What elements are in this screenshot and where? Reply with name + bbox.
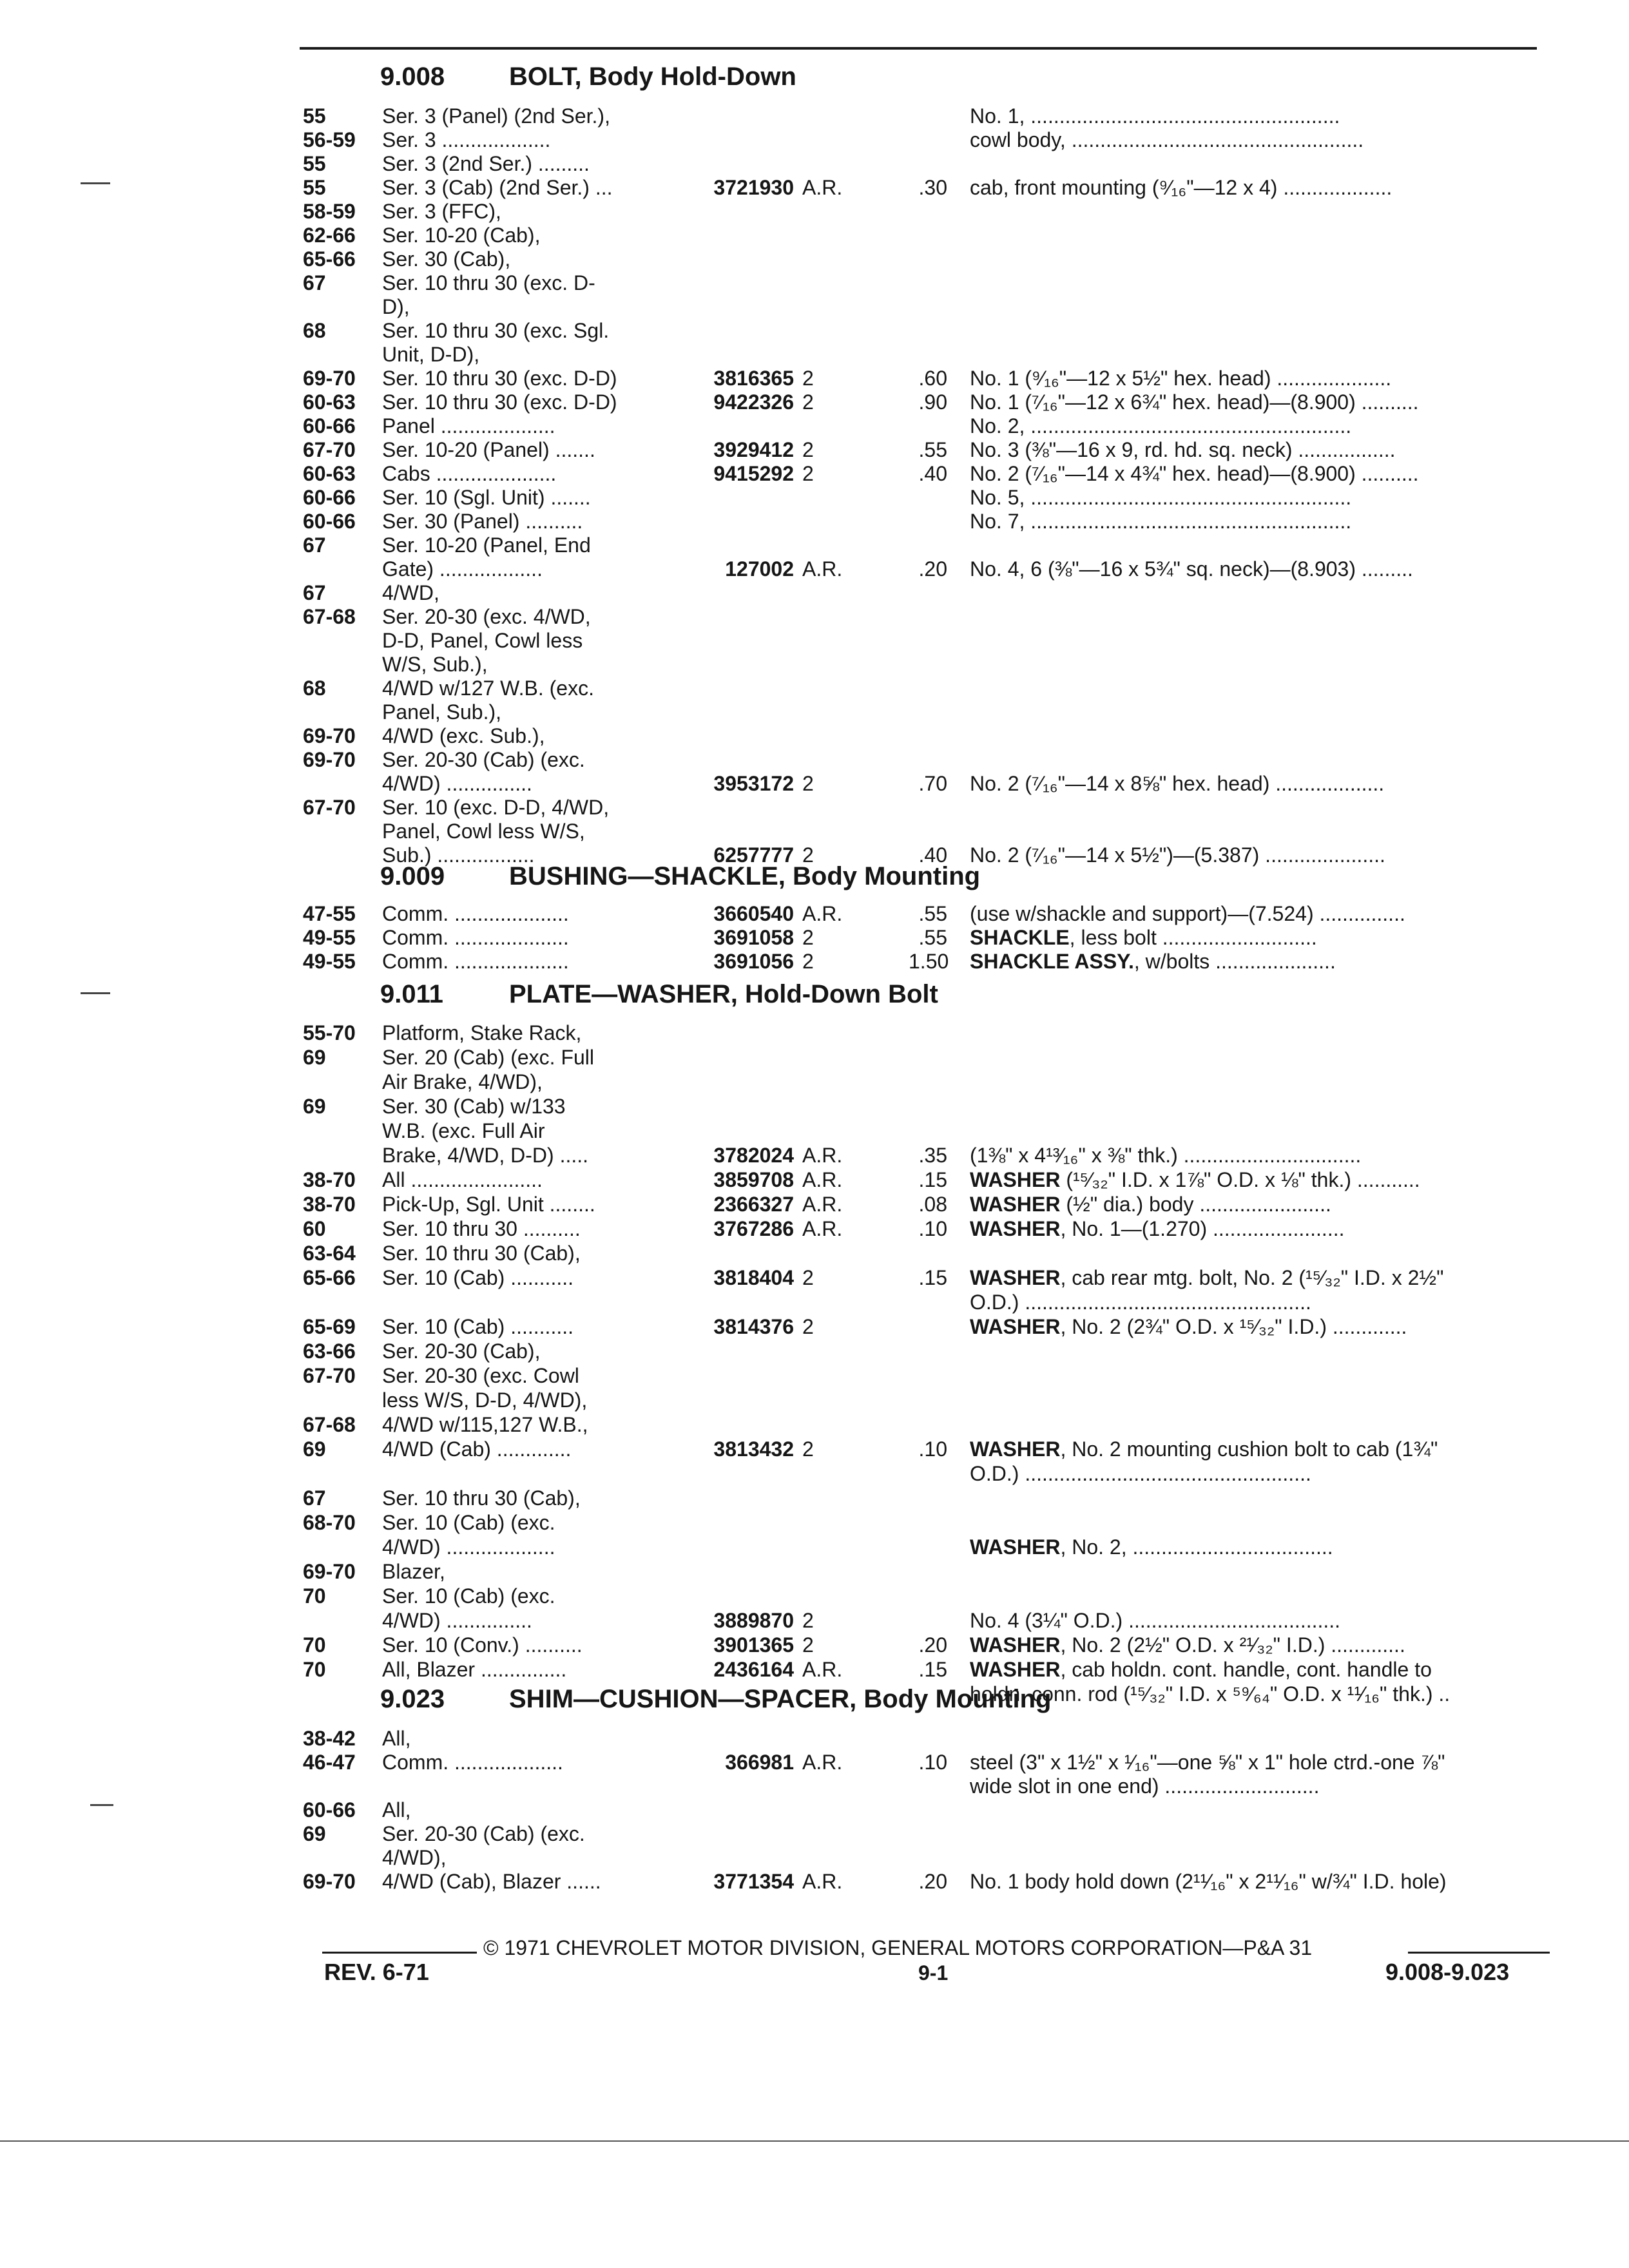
model-year: 46-47 [303,1751,356,1774]
model-year: 55 [303,152,326,175]
list-price: .60 [918,367,947,390]
section-heading [0,980,1629,1012]
application-description: 4/WD) ................... [382,1535,555,1559]
list-price: .70 [918,772,947,795]
application-description: Ser. 10 (exc. D-D, 4/WD, [382,796,610,819]
part-description: No. 7, ........................................................ [970,510,1352,533]
application-description: Gate) .................. [382,557,543,581]
list-price: .10 [918,1217,947,1240]
quantity: A.R. [802,1751,843,1774]
list-price: .15 [918,1658,947,1681]
part-description: wide slot in one end) ........................... [970,1774,1320,1798]
application-description: Ser. 10 (Cab) ........... [382,1266,574,1289]
application-description: Ser. 20-30 (exc. Cowl [382,1364,579,1387]
section-heading [0,862,1629,894]
model-year: 60-66 [303,1798,356,1821]
application-description: Panel, Sub.), [382,700,501,724]
model-year: 69-70 [303,724,356,747]
quantity: A.R. [802,1217,843,1240]
model-year: 49-55 [303,950,356,973]
list-price: .15 [918,1266,947,1289]
part-description: SHACKLE, less bolt ........................... [970,926,1317,949]
quantity: 2 [802,438,814,461]
part-description: No. 4, 6 (⅜"—16 x 5¾" sq. neck)—(8.903) ......... [970,557,1413,581]
application-description: Pick-Up, Sgl. Unit ........ [382,1193,595,1216]
application-description: Ser. 20-30 (Cab), [382,1340,541,1363]
list-price: .40 [918,843,947,867]
application-description: 4/WD (exc. Sub.), [382,724,545,747]
part-description: holdn. conn. rod (¹⁵⁄₃₂" I.D. x ⁵⁹⁄₆₄" O.D. x ¹¹⁄₁₆" thk.) .. [970,1682,1451,1706]
quantity: 2 [802,950,814,973]
model-year: 63-66 [303,1340,356,1363]
quantity: A.R. [802,1144,843,1167]
model-year: 68 [303,319,326,342]
part-number: 2366327 [713,1193,794,1216]
application-description: Ser. 10-20 (Panel, End [382,533,591,557]
model-year: 65-69 [303,1315,356,1338]
quantity: 2 [802,390,814,414]
list-price: .10 [918,1751,947,1774]
top-rule [300,47,1537,50]
part-number: 3767286 [713,1217,794,1240]
list-price: .40 [918,462,947,485]
application-description: Ser. 3 (2nd Ser.) ......... [382,152,590,175]
footer-rule-left [322,1952,477,1954]
model-year: 69-70 [303,1870,356,1893]
application-description: Ser. 10 (Conv.) .......... [382,1633,583,1657]
copyright-text: © 1971 CHEVROLET MOTOR DIVISION, GENERAL MOTORS CORPORATION—P&A 31 [483,1936,1313,1959]
application-description: 4/WD w/115,127 W.B., [382,1413,588,1436]
part-description: WASHER, No. 2 (2¾" O.D. x ¹⁵⁄₃₂" I.D.) ............. [970,1315,1407,1338]
list-price: .20 [918,1870,947,1893]
section-title: BUSHING—SHACKLE, Body Mounting [509,862,981,890]
part-number: 9422326 [713,390,794,414]
model-year: 58-59 [303,200,356,223]
section-range: 9.008-9.023 [1385,1959,1510,1985]
part-number: 3771354 [713,1870,794,1893]
model-year: 60-66 [303,510,356,533]
application-description: Ser. 10 thru 30 (exc. D-D) [382,367,617,390]
application-description: Ser. 20-30 (Cab) (exc. [382,1822,585,1845]
page-number: 9-1 [918,1961,949,1984]
footer-rule-right [1408,1952,1550,1954]
application-description: Panel .................... [382,414,555,437]
quantity: 2 [802,367,814,390]
part-number: 9415292 [713,462,794,485]
part-description: WASHER, No. 2 mounting cushion bolt to cab (1¾" [970,1437,1438,1461]
part-number: 3818404 [713,1266,794,1289]
model-year: 69-70 [303,1560,356,1583]
model-year: 67 [303,533,326,557]
application-description: Panel, Cowl less W/S, [382,820,585,843]
parts-row [0,1870,1629,1898]
application-description: Ser. 10 (Sgl. Unit) ....... [382,486,591,509]
list-price: .08 [918,1193,947,1216]
model-year: 60-66 [303,486,356,509]
part-number: 3721930 [713,176,794,199]
part-description: WASHER, cab rear mtg. bolt, No. 2 (¹⁵⁄₃₂" I.D. x 2½" [970,1266,1444,1289]
quantity: A.R. [802,176,843,199]
part-description: No. 5, ........................................................ [970,486,1352,509]
part-description: No. 1 (⁹⁄₁₆"—12 x 5½" hex. head) .................... [970,367,1392,390]
section-number: 9.009 [380,862,445,890]
application-description: Cabs ..................... [382,462,557,485]
model-year: 69 [303,1046,326,1069]
model-year: 62-66 [303,224,356,247]
part-description: WASHER, No. 2 (2½" O.D. x ²¹⁄₃₂" I.D.) ............. [970,1633,1405,1657]
application-description: Air Brake, 4/WD), [382,1070,543,1093]
part-number: 6257777 [713,843,794,867]
part-description: WASHER, cab holdn. cont. handle, cont. handle to [970,1658,1432,1681]
section-number: 9.011 [380,980,443,1008]
part-number: 3929412 [713,438,794,461]
model-year: 60-63 [303,390,356,414]
part-number: 366981 [725,1751,794,1774]
part-description: O.D.) .................................................. [970,1291,1311,1314]
part-number: 3816365 [713,367,794,390]
model-year: 68 [303,677,326,700]
model-year: 67 [303,271,326,294]
model-year: 60 [303,1217,326,1240]
part-number: 3901365 [713,1633,794,1657]
part-number: 3782024 [713,1144,794,1167]
part-number: 3660540 [713,902,794,925]
application-description: Ser. 20-30 (exc. 4/WD, [382,605,591,628]
quantity: 2 [802,926,814,949]
model-year: 38-70 [303,1168,356,1191]
revision-label: REV. 6-71 [324,1959,429,1985]
section-title: BOLT, Body Hold-Down [509,62,796,91]
application-description: All, [382,1727,411,1750]
quantity: A.R. [802,1193,843,1216]
application-description: Ser. 20-30 (Cab) (exc. [382,748,585,771]
list-price: .35 [918,1144,947,1167]
application-description: less W/S, D-D, 4/WD), [382,1389,588,1412]
list-price: .55 [918,438,947,461]
part-description: (1⅜" x 4¹³⁄₁₆" x ⅜" thk.) ............................... [970,1144,1362,1167]
part-number: 3889870 [713,1609,794,1632]
list-price: .90 [918,390,947,414]
application-description: Ser. 10 thru 30 (exc. D- [382,271,595,294]
part-description: WASHER, No. 1—(1.270) ....................... [970,1217,1345,1240]
application-description: Ser. 10 thru 30 (Cab), [382,1486,581,1510]
application-description: Ser. 10-20 (Panel) ....... [382,438,595,461]
section-heading [0,1685,1629,1717]
model-year: 67-68 [303,1413,356,1436]
section-title: SHIM—CUSHION—SPACER, Body Mounting [509,1685,1052,1713]
list-price: .55 [918,926,947,949]
model-year: 56-59 [303,128,356,151]
part-description: No. 1, ...................................................... [970,104,1340,128]
part-number: 3691058 [713,926,794,949]
model-year: 70 [303,1633,326,1657]
model-year: 55 [303,104,326,128]
model-year: 65-66 [303,1266,356,1289]
quantity: 2 [802,843,814,867]
application-description: Comm. .................... [382,950,569,973]
quantity: A.R. [802,1658,843,1681]
part-description: O.D.) .................................................. [970,1462,1311,1485]
model-year: 67-70 [303,438,356,461]
quantity: 2 [802,1609,814,1632]
list-price: 1.50 [909,950,949,973]
part-description: No. 1 body hold down (2¹¹⁄₁₆" x 2¹¹⁄₁₆" w/¾" I.D. hole) [970,1870,1447,1893]
application-description: 4/WD, [382,581,439,604]
part-description: cab, front mounting (⁹⁄₁₆"—12 x 4) ................... [970,176,1393,199]
quantity: 2 [802,1633,814,1657]
quantity: 2 [802,1266,814,1289]
part-description: No. 2 (⁷⁄₁₆"—14 x 5½")—(5.387) ..................... [970,843,1385,867]
part-description: No. 2 (⁷⁄₁₆"—14 x 8⅝" hex. head) ................... [970,772,1385,795]
list-price: .30 [918,176,947,199]
quantity: 2 [802,1437,814,1461]
part-number: 3859708 [713,1168,794,1191]
application-description: Ser. 30 (Cab) w/133 [382,1095,566,1118]
application-description: W/S, Sub.), [382,653,488,676]
application-description: Platform, Stake Rack, [382,1021,582,1044]
application-description: All, [382,1798,411,1821]
model-year: 55 [303,176,326,199]
quantity: 2 [802,462,814,485]
application-description: Comm. .................... [382,926,569,949]
application-description: Ser. 10 thru 30 (exc. D-D) [382,390,617,414]
application-description: 4/WD (Cab) ............. [382,1437,572,1461]
application-description: Unit, D-D), [382,343,480,366]
model-year: 69 [303,1822,326,1845]
application-description: Ser. 20 (Cab) (exc. Full [382,1046,594,1069]
model-year: 49-55 [303,926,356,949]
section-title: PLATE—WASHER, Hold-Down Bolt [509,980,938,1008]
application-description: Ser. 3 ................... [382,128,551,151]
application-description: Ser. 3 (Cab) (2nd Ser.) ... [382,176,613,199]
application-description: 4/WD) ............... [382,1609,532,1632]
application-description: All ....................... [382,1168,543,1191]
application-description: Sub.) ................. [382,843,535,867]
model-year: 67-70 [303,796,356,819]
application-description: Ser. 10 thru 30 (Cab), [382,1242,581,1265]
model-year: 65-66 [303,247,356,271]
application-description: Ser. 30 (Cab), [382,247,511,271]
application-description: Ser. 3 (FFC), [382,200,501,223]
application-description: Ser. 10 (Cab) ........... [382,1315,574,1338]
application-description: Ser. 30 (Panel) .......... [382,510,583,533]
application-description: 4/WD (Cab), Blazer ...... [382,1870,601,1893]
part-number: 3691056 [713,950,794,973]
section-heading [0,62,1629,95]
application-description: Comm. .................... [382,902,569,925]
part-description: WASHER (½" dia.) body ....................... [970,1193,1331,1216]
part-number: 3813432 [713,1437,794,1461]
parts-row [0,950,1629,978]
application-description: Ser. 10 thru 30 .......... [382,1217,581,1240]
list-price: .20 [918,557,947,581]
model-year: 67-68 [303,605,356,628]
quantity: 2 [802,772,814,795]
application-description: Comm. ................... [382,1751,563,1774]
part-description: WASHER, No. 2, ................................... [970,1535,1333,1559]
part-description: No. 2, ........................................................ [970,414,1352,437]
list-price: .10 [918,1437,947,1461]
model-year: 55-70 [303,1021,356,1044]
application-description: Ser. 10 (Cab) (exc. [382,1584,555,1608]
application-description: 4/WD), [382,1846,447,1869]
model-year: 47-55 [303,902,356,925]
model-year: 60-66 [303,414,356,437]
application-description: Brake, 4/WD, D-D) ..... [382,1144,589,1167]
model-year: 68-70 [303,1511,356,1534]
application-description: All, Blazer ............... [382,1658,567,1681]
model-year: 63-64 [303,1242,356,1265]
application-description: Ser. 3 (Panel) (2nd Ser.), [382,104,610,128]
bottom-rule [0,2140,1629,2142]
list-price: .20 [918,1633,947,1657]
application-description: D-D, Panel, Cowl less [382,629,583,652]
model-year: 69-70 [303,367,356,390]
quantity: A.R. [802,1168,843,1191]
application-description: Ser. 10 (Cab) (exc. [382,1511,555,1534]
application-description: 4/WD w/127 W.B. (exc. [382,677,594,700]
part-number: 3953172 [713,772,794,795]
part-number: 2436164 [713,1658,794,1681]
model-year: 70 [303,1658,326,1681]
part-description: (use w/shackle and support)—(7.524) ............... [970,902,1405,925]
quantity: 2 [802,1315,814,1338]
model-year: 67 [303,1486,326,1510]
section-number: 9.008 [380,62,445,91]
part-description: No. 4 (3¼" O.D.) ..................................... [970,1609,1341,1632]
application-description: W.B. (exc. Full Air [382,1119,545,1142]
model-year: 70 [303,1584,326,1608]
model-year: 38-70 [303,1193,356,1216]
part-description: No. 1 (⁷⁄₁₆"—12 x 6¾" hex. head)—(8.900) .......... [970,390,1419,414]
section-number: 9.023 [380,1685,445,1713]
quantity: A.R. [802,1870,843,1893]
model-year: 67-70 [303,1364,356,1387]
model-year: 69 [303,1437,326,1461]
list-price: .15 [918,1168,947,1191]
model-year: 69 [303,1095,326,1118]
part-description: No. 2 (⁷⁄₁₆"—14 x 4¾" hex. head)—(8.900) .......... [970,462,1419,485]
list-price: .55 [918,902,947,925]
part-description: SHACKLE ASSY., w/bolts ..................... [970,950,1336,973]
model-year: 38-42 [303,1727,356,1750]
part-number: 3814376 [713,1315,794,1338]
application-description: 4/WD) ............... [382,772,532,795]
quantity: A.R. [802,557,843,581]
part-description: No. 3 (⅜"—16 x 9, rd. hd. sq. neck) ................. [970,438,1396,461]
application-description: D), [382,295,410,318]
quantity: A.R. [802,902,843,925]
model-year: 69-70 [303,748,356,771]
part-number: 127002 [725,557,794,581]
application-description: Ser. 10-20 (Cab), [382,224,541,247]
part-description: cowl body, ................................................... [970,128,1364,151]
application-description: Blazer, [382,1560,445,1583]
application-description: Ser. 10 thru 30 (exc. Sgl. [382,319,610,342]
part-description: steel (3" x 1½" x ¹⁄₁₆"—one ⅝" x 1" hole ctrd.-one ⅞" [970,1751,1445,1774]
part-description: WASHER (¹⁵⁄₃₂" I.D. x 1⅞" O.D. x ⅛" thk.) ........... [970,1168,1420,1191]
model-year: 67 [303,581,326,604]
model-year: 60-63 [303,462,356,485]
